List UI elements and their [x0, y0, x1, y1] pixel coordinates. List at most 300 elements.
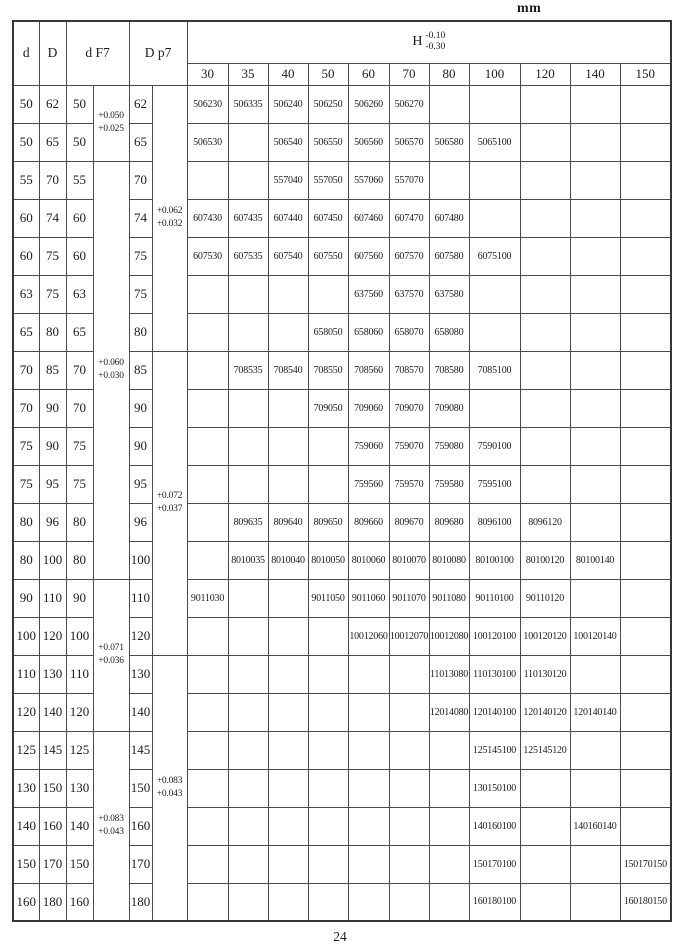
cell-dF7-value: 80	[66, 503, 93, 541]
data-cell: 607430	[187, 199, 228, 237]
data-cell	[570, 655, 620, 693]
data-cell: 607580	[429, 237, 469, 275]
data-cell	[187, 427, 228, 465]
data-cell	[308, 807, 348, 845]
data-cell	[620, 617, 671, 655]
data-cell	[620, 199, 671, 237]
data-cell: 506550	[308, 123, 348, 161]
width-column-header-60: 60	[348, 63, 389, 85]
cell-dF7-value: 120	[66, 693, 93, 731]
column-header-D: D	[39, 21, 66, 85]
data-cell	[469, 161, 520, 199]
cell-dF7-value: 140	[66, 807, 93, 845]
data-cell	[620, 579, 671, 617]
header-row-main	[13, 21, 671, 63]
data-cell: 809640	[268, 503, 308, 541]
data-cell	[469, 199, 520, 237]
cell-D-value: 180	[39, 883, 66, 921]
data-cell	[187, 275, 228, 313]
data-cell: 100120140	[570, 617, 620, 655]
data-cell: 506335	[228, 85, 268, 123]
cell-D-value: 80	[39, 313, 66, 351]
data-cell	[389, 769, 429, 807]
cell-dF7-value: 70	[66, 389, 93, 427]
data-cell: 708540	[268, 351, 308, 389]
data-cell: 809680	[429, 503, 469, 541]
cell-dF7-value: 60	[66, 199, 93, 237]
data-cell: 100120100	[469, 617, 520, 655]
data-cell	[308, 617, 348, 655]
data-cell: 10012080	[429, 617, 469, 655]
data-cell: 506230	[187, 85, 228, 123]
cell-D-value: 70	[39, 161, 66, 199]
cell-D-value: 85	[39, 351, 66, 389]
data-cell: 759060	[348, 427, 389, 465]
cell-D-value: 160	[39, 807, 66, 845]
cell-Dp7-value: 140	[129, 693, 152, 731]
width-column-header-35: 35	[228, 63, 268, 85]
data-cell: 759070	[389, 427, 429, 465]
cell-d-value: 125	[13, 731, 39, 769]
data-cell	[429, 883, 469, 921]
data-cell	[570, 199, 620, 237]
data-cell: 709080	[429, 389, 469, 427]
cell-Dp7-value: 170	[129, 845, 152, 883]
data-cell	[429, 769, 469, 807]
cell-D-value: 170	[39, 845, 66, 883]
width-column-header-100: 100	[469, 63, 520, 85]
data-cell: 658070	[389, 313, 429, 351]
data-cell: 709060	[348, 389, 389, 427]
Dp7-tolerance-cell-upper: +0.072	[156, 491, 183, 502]
data-cell	[520, 465, 570, 503]
cell-D-value: 90	[39, 389, 66, 427]
cell-Dp7-value: 90	[129, 427, 152, 465]
h-tolerance-label	[412, 31, 445, 53]
data-cell	[228, 883, 268, 921]
data-cell	[268, 389, 308, 427]
data-cell: 506270	[389, 85, 429, 123]
cell-D-value: 95	[39, 465, 66, 503]
dF7-tolerance-cell-upper: +0.050	[98, 111, 124, 122]
data-cell	[520, 883, 570, 921]
data-cell	[620, 655, 671, 693]
cell-dF7-value: 110	[66, 655, 93, 693]
data-cell: 8096100	[469, 503, 520, 541]
data-cell: 7590100	[469, 427, 520, 465]
data-cell	[469, 313, 520, 351]
data-cell: 506530	[187, 123, 228, 161]
cell-dF7-value: 75	[66, 427, 93, 465]
dF7-tolerance-cell	[93, 85, 129, 161]
h-lower-tolerance: -0.30	[425, 42, 446, 53]
data-cell	[187, 313, 228, 351]
data-cell	[389, 731, 429, 769]
data-cell: 708560	[348, 351, 389, 389]
data-cell	[570, 883, 620, 921]
data-cell: 12014080	[429, 693, 469, 731]
table-row	[13, 579, 671, 617]
data-cell: 506540	[268, 123, 308, 161]
cell-Dp7-value: 180	[129, 883, 152, 921]
data-cell: 110130120	[520, 655, 570, 693]
data-cell	[429, 845, 469, 883]
cell-dF7-value: 75	[66, 465, 93, 503]
data-cell	[620, 731, 671, 769]
data-cell: 607550	[308, 237, 348, 275]
data-cell	[570, 427, 620, 465]
cell-Dp7-value: 70	[129, 161, 152, 199]
data-cell	[228, 845, 268, 883]
data-cell	[228, 389, 268, 427]
cell-dF7-value: 125	[66, 731, 93, 769]
cell-D-value: 100	[39, 541, 66, 579]
Dp7-tolerance-cell-lower: +0.032	[156, 219, 183, 229]
data-cell	[520, 427, 570, 465]
cell-dF7-value: 90	[66, 579, 93, 617]
data-cell	[348, 693, 389, 731]
data-cell: 100120120	[520, 617, 570, 655]
data-cell: 8010070	[389, 541, 429, 579]
cell-Dp7-value: 90	[129, 389, 152, 427]
data-cell	[469, 85, 520, 123]
data-cell	[620, 313, 671, 351]
data-cell	[570, 731, 620, 769]
data-cell	[429, 731, 469, 769]
data-cell	[268, 731, 308, 769]
data-cell	[308, 427, 348, 465]
data-cell: 506240	[268, 85, 308, 123]
cell-Dp7-value: 65	[129, 123, 152, 161]
cell-Dp7-value: 75	[129, 275, 152, 313]
cell-d-value: 120	[13, 693, 39, 731]
data-cell	[228, 617, 268, 655]
data-cell	[570, 769, 620, 807]
cell-dF7-value: 130	[66, 769, 93, 807]
data-cell	[389, 655, 429, 693]
cell-Dp7-value: 110	[129, 579, 152, 617]
cell-d-value: 63	[13, 275, 39, 313]
data-cell	[268, 845, 308, 883]
cell-D-value: 75	[39, 237, 66, 275]
data-cell	[187, 389, 228, 427]
cell-Dp7-value: 74	[129, 199, 152, 237]
data-cell	[620, 123, 671, 161]
cell-D-value: 90	[39, 427, 66, 465]
data-cell	[187, 845, 228, 883]
data-cell	[520, 351, 570, 389]
unit-label: mm	[517, 1, 542, 16]
Dp7-tolerance-cell	[152, 85, 187, 351]
data-cell	[389, 845, 429, 883]
dF7-tolerance-cell-lower: +0.025	[98, 124, 124, 134]
data-cell: 150170150	[620, 845, 671, 883]
width-column-header-150: 150	[620, 63, 671, 85]
data-cell	[187, 161, 228, 199]
cell-d-value: 55	[13, 161, 39, 199]
table-row	[13, 731, 671, 769]
data-cell	[520, 199, 570, 237]
h-upper-tolerance: -0.10	[425, 31, 446, 42]
data-cell	[268, 883, 308, 921]
cell-dF7-value: 60	[66, 237, 93, 275]
data-cell	[228, 123, 268, 161]
data-cell	[348, 655, 389, 693]
data-cell	[520, 845, 570, 883]
data-cell	[520, 275, 570, 313]
data-cell: 607450	[308, 199, 348, 237]
data-cell: 120140120	[520, 693, 570, 731]
cell-D-value: 62	[39, 85, 66, 123]
cell-Dp7-value: 160	[129, 807, 152, 845]
cell-Dp7-value: 100	[129, 541, 152, 579]
data-cell: 130150100	[469, 769, 520, 807]
data-cell	[348, 883, 389, 921]
data-cell: 110130100	[469, 655, 520, 693]
Dp7-tolerance-cell-upper: +0.083	[156, 775, 183, 786]
cell-D-value: 150	[39, 769, 66, 807]
data-cell	[620, 769, 671, 807]
cell-dF7-value: 100	[66, 617, 93, 655]
data-cell	[228, 427, 268, 465]
data-cell	[570, 389, 620, 427]
data-cell: 637570	[389, 275, 429, 313]
column-header-Dp7: D p7	[129, 21, 187, 85]
data-cell	[389, 807, 429, 845]
data-cell	[308, 845, 348, 883]
data-cell: 7595100	[469, 465, 520, 503]
Dp7-tolerance-cell	[152, 655, 187, 921]
column-header-dF7: d F7	[66, 21, 129, 85]
data-cell: 607570	[389, 237, 429, 275]
data-cell: 759560	[348, 465, 389, 503]
data-cell	[520, 389, 570, 427]
cell-dF7-value: 160	[66, 883, 93, 921]
data-cell	[268, 807, 308, 845]
data-cell	[570, 351, 620, 389]
cell-d-value: 140	[13, 807, 39, 845]
data-cell	[348, 731, 389, 769]
data-cell: 506580	[429, 123, 469, 161]
dF7-tolerance-cell-upper: +0.071	[98, 643, 124, 654]
Dp7-tolerance-cell-lower: +0.037	[156, 504, 183, 514]
cell-dF7-value: 50	[66, 85, 93, 123]
cell-dF7-value: 63	[66, 275, 93, 313]
cell-d-value: 70	[13, 351, 39, 389]
data-cell	[570, 275, 620, 313]
column-header-d: d	[13, 21, 39, 85]
data-cell	[228, 579, 268, 617]
data-cell: 607435	[228, 199, 268, 237]
data-cell	[570, 579, 620, 617]
data-cell	[348, 769, 389, 807]
data-cell	[520, 313, 570, 351]
data-cell: 90110120	[520, 579, 570, 617]
data-cell	[570, 161, 620, 199]
cell-d-value: 130	[13, 769, 39, 807]
data-cell: 506260	[348, 85, 389, 123]
dF7-tolerance-cell-lower: +0.043	[98, 826, 124, 837]
data-cell	[308, 655, 348, 693]
data-cell	[187, 503, 228, 541]
data-cell	[520, 161, 570, 199]
data-cell: 7085100	[469, 351, 520, 389]
data-cell	[187, 655, 228, 693]
cell-d-value: 150	[13, 845, 39, 883]
data-cell	[520, 237, 570, 275]
data-cell: 809670	[389, 503, 429, 541]
cell-d-value: 65	[13, 313, 39, 351]
data-cell: 607535	[228, 237, 268, 275]
cell-Dp7-value: 95	[129, 465, 152, 503]
data-cell: 9011060	[348, 579, 389, 617]
data-cell	[520, 807, 570, 845]
data-cell: 557040	[268, 161, 308, 199]
page-number: 24	[333, 929, 347, 944]
Dp7-tolerance-cell-upper: +0.062	[156, 206, 183, 217]
cell-D-value: 75	[39, 275, 66, 313]
cell-dF7-value: 150	[66, 845, 93, 883]
data-cell: 160180150	[620, 883, 671, 921]
data-cell	[620, 389, 671, 427]
data-cell: 607460	[348, 199, 389, 237]
data-cell: 708570	[389, 351, 429, 389]
cell-Dp7-value: 75	[129, 237, 152, 275]
dF7-tolerance-cell	[93, 731, 129, 921]
data-cell	[429, 161, 469, 199]
data-cell: 10012060	[348, 617, 389, 655]
data-cell	[187, 351, 228, 389]
cell-D-value: 96	[39, 503, 66, 541]
data-cell: 10012070	[389, 617, 429, 655]
data-cell	[620, 503, 671, 541]
data-cell: 8010080	[429, 541, 469, 579]
cell-dF7-value: 65	[66, 313, 93, 351]
data-cell	[620, 161, 671, 199]
dF7-tolerance-cell-lower: +0.036	[98, 656, 124, 666]
data-cell: 120140100	[469, 693, 520, 731]
cell-D-value: 110	[39, 579, 66, 617]
data-cell	[228, 655, 268, 693]
data-cell: 809660	[348, 503, 389, 541]
data-cell: 607560	[348, 237, 389, 275]
data-cell	[520, 769, 570, 807]
data-cell	[389, 693, 429, 731]
cell-D-value: 74	[39, 199, 66, 237]
data-cell: 506560	[348, 123, 389, 161]
data-cell: 607530	[187, 237, 228, 275]
data-cell	[429, 85, 469, 123]
Dp7-tolerance-cell	[152, 351, 187, 655]
data-cell	[228, 313, 268, 351]
data-cell	[308, 731, 348, 769]
cell-D-value: 130	[39, 655, 66, 693]
data-cell	[187, 883, 228, 921]
cell-Dp7-value: 96	[129, 503, 152, 541]
cell-d-value: 80	[13, 541, 39, 579]
cell-d-value: 60	[13, 237, 39, 275]
data-cell	[228, 275, 268, 313]
data-cell	[570, 465, 620, 503]
cell-D-value: 65	[39, 123, 66, 161]
cell-D-value: 140	[39, 693, 66, 731]
data-cell	[308, 275, 348, 313]
data-cell: 80100140	[570, 541, 620, 579]
data-cell	[570, 845, 620, 883]
data-cell	[228, 465, 268, 503]
cell-Dp7-value: 85	[129, 351, 152, 389]
cell-D-value: 120	[39, 617, 66, 655]
width-column-header-50: 50	[308, 63, 348, 85]
cell-d-value: 75	[13, 427, 39, 465]
h-tolerance-stack	[425, 31, 445, 53]
data-cell	[268, 465, 308, 503]
data-cell: 8096120	[520, 503, 570, 541]
data-cell	[620, 807, 671, 845]
h-symbol: H	[412, 34, 423, 50]
width-column-header-40: 40	[268, 63, 308, 85]
cell-dF7-value: 50	[66, 123, 93, 161]
data-cell: 658060	[348, 313, 389, 351]
cell-d-value: 90	[13, 579, 39, 617]
dF7-tolerance-cell-lower: +0.030	[98, 371, 124, 381]
data-cell: 809650	[308, 503, 348, 541]
data-cell: 557050	[308, 161, 348, 199]
data-cell: 637560	[348, 275, 389, 313]
data-cell	[228, 731, 268, 769]
data-cell	[187, 693, 228, 731]
data-cell: 6075100	[469, 237, 520, 275]
data-cell	[228, 693, 268, 731]
cell-d-value: 75	[13, 465, 39, 503]
cell-d-value: 50	[13, 123, 39, 161]
data-cell	[570, 313, 620, 351]
cell-D-value: 145	[39, 731, 66, 769]
data-cell	[469, 389, 520, 427]
data-cell	[620, 237, 671, 275]
width-column-header-140: 140	[570, 63, 620, 85]
data-cell: 125145120	[520, 731, 570, 769]
data-cell	[620, 465, 671, 503]
data-cell: 637580	[429, 275, 469, 313]
dimension-table	[12, 20, 672, 922]
data-cell: 80100120	[520, 541, 570, 579]
data-cell: 759570	[389, 465, 429, 503]
data-cell	[268, 769, 308, 807]
data-cell: 160180100	[469, 883, 520, 921]
data-cell: 607540	[268, 237, 308, 275]
data-cell: 8010050	[308, 541, 348, 579]
data-cell	[308, 465, 348, 503]
data-cell: 607440	[268, 199, 308, 237]
data-cell: 809635	[228, 503, 268, 541]
data-cell	[620, 427, 671, 465]
data-cell	[268, 579, 308, 617]
cell-dF7-value: 70	[66, 351, 93, 389]
data-cell: 607470	[389, 199, 429, 237]
data-cell: 506250	[308, 85, 348, 123]
data-cell	[429, 807, 469, 845]
data-cell	[570, 123, 620, 161]
cell-d-value: 50	[13, 85, 39, 123]
cell-d-value: 110	[13, 655, 39, 693]
Dp7-tolerance-cell-lower: +0.043	[156, 788, 183, 799]
width-column-header-30: 30	[187, 63, 228, 85]
data-cell	[268, 617, 308, 655]
data-cell: 658050	[308, 313, 348, 351]
dF7-tolerance-cell-upper: +0.060	[98, 358, 124, 369]
cell-d-value: 70	[13, 389, 39, 427]
